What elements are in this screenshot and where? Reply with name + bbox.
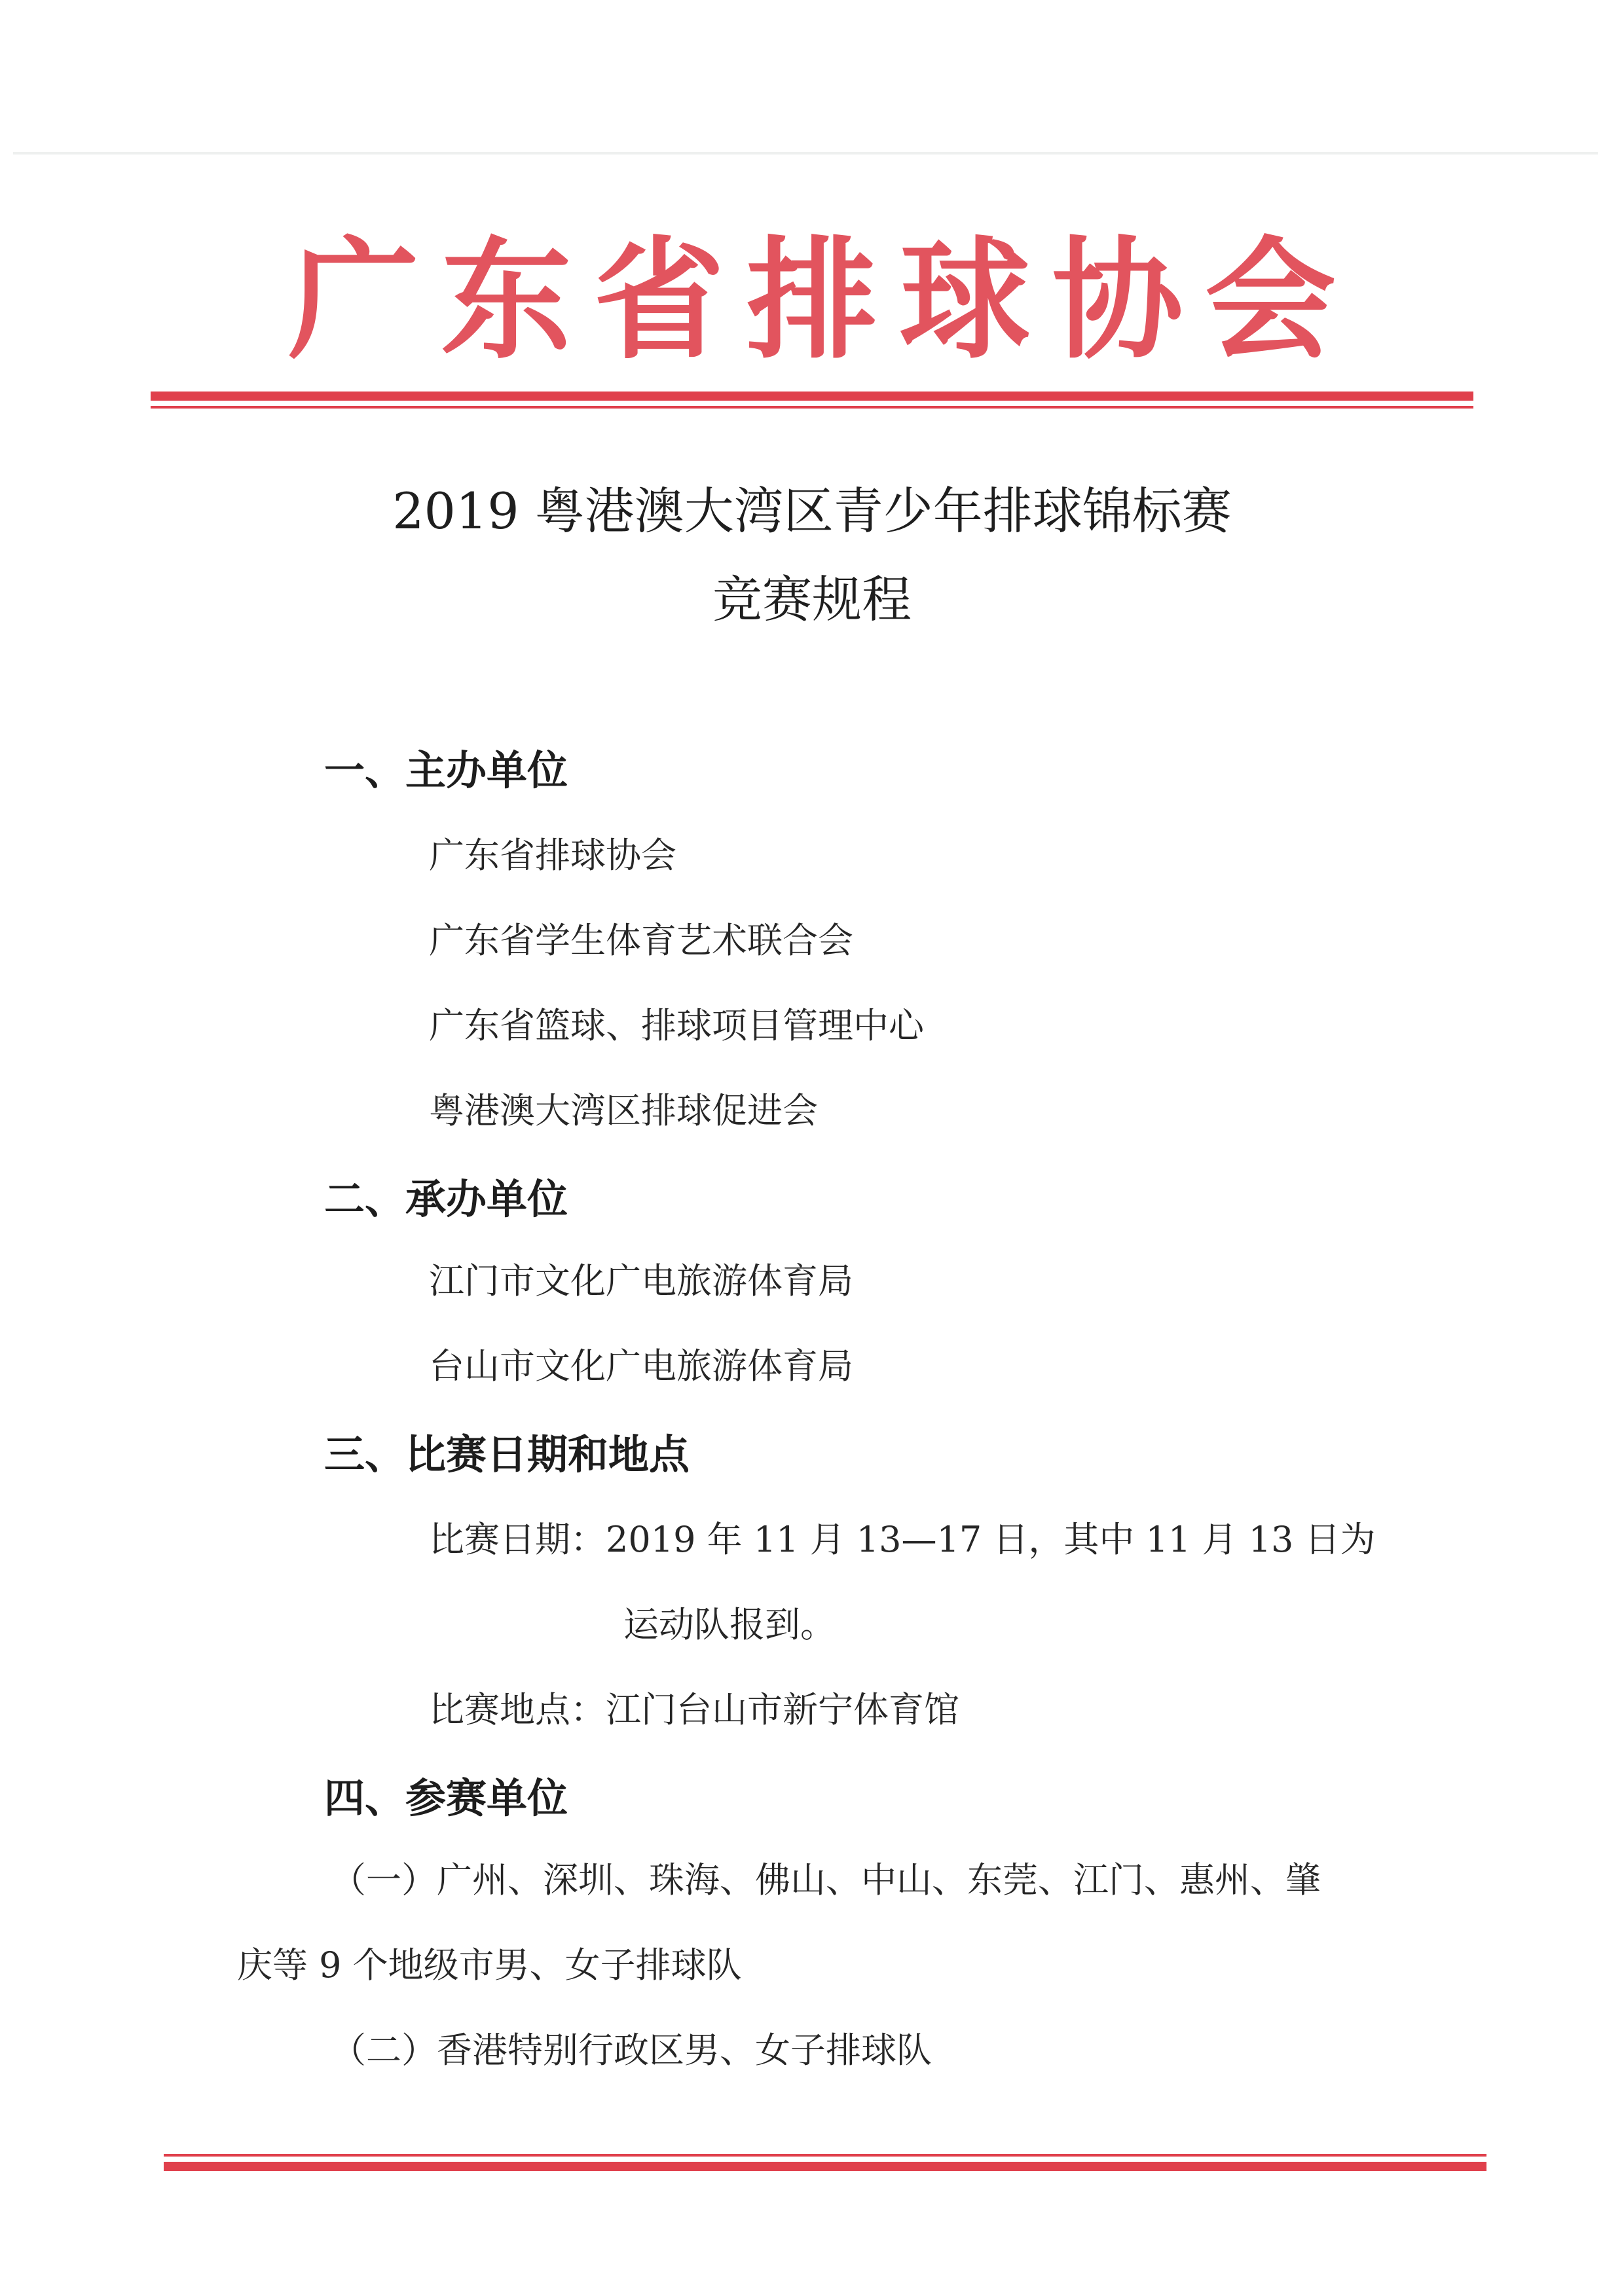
letterhead-char: 省 [593, 225, 725, 377]
list-item: 粤港澳大湾区排球促进会 [429, 1090, 818, 1131]
letterhead-char: 协 [1052, 225, 1183, 377]
footer-rule [164, 2154, 1486, 2171]
date-continuation: 运动队报到。 [623, 1604, 836, 1645]
list-item-continuation: 庆等 9 个地级市男、女子排球队 [237, 1944, 742, 1986]
letterhead-char: 广 [288, 225, 420, 377]
list-item: （二）香港特别行政区男、女子排球队 [331, 2030, 932, 2071]
date-line: 比赛日期：2019 年 11 月 13—17 日，其中 11 月 13 日为 [429, 1519, 1376, 1560]
list-item: 广东省篮球、排球项目管理中心 [429, 1005, 924, 1046]
venue-line: 比赛地点：江门台山市新宁体育馆 [429, 1689, 959, 1730]
section-heading: 四、参赛单位 [324, 1774, 568, 1822]
letterhead-char: 东 [441, 225, 572, 377]
letterhead [288, 223, 1336, 380]
document-subtitle: 竞赛规程 [712, 570, 912, 629]
list-item: （一）广州、深圳、珠海、佛山、中山、东莞、江门、惠州、肇 [331, 1859, 1321, 1901]
section-heading: 一、主办单位 [324, 746, 568, 794]
section-heading: 三、比赛日期和地点 [324, 1430, 690, 1478]
list-item: 广东省排球协会 [429, 835, 676, 876]
letterhead-char: 排 [746, 225, 877, 377]
list-item: 广东省学生体育艺术联合会 [429, 920, 853, 961]
list-item: 台山市文化广电旅游体育局 [429, 1345, 853, 1387]
letterhead-char: 球 [899, 225, 1031, 377]
letterhead-rule [151, 392, 1473, 409]
scan-edge [13, 152, 1598, 155]
document-title: 2019 粤港澳大湾区青少年排球锦标赛 [392, 482, 1232, 540]
section-heading: 二、承办单位 [324, 1175, 568, 1223]
list-item: 江门市文化广电旅游体育局 [429, 1260, 853, 1302]
letterhead-char: 会 [1204, 225, 1336, 377]
